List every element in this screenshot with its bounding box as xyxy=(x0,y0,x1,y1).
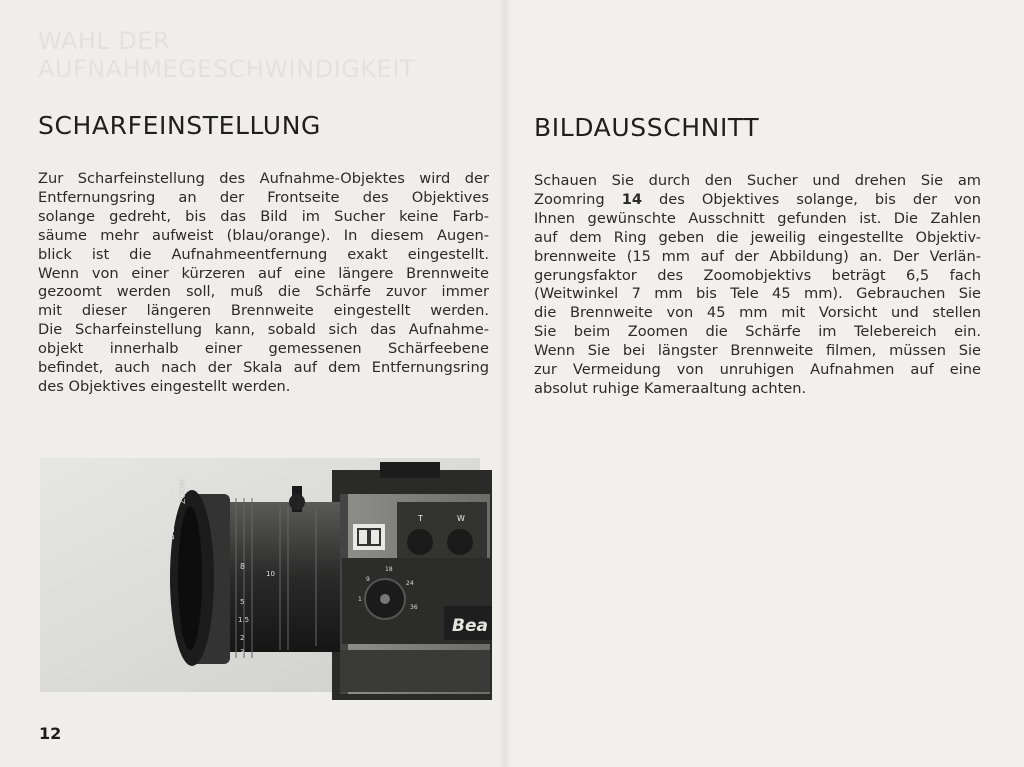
bleed-through-heading-line-1: WAHL DER xyxy=(38,27,171,55)
lens-scale-number: 8 xyxy=(240,562,246,571)
right-line: absolut ruhige Kameraaltung achten. xyxy=(534,379,807,397)
left-line: objekt innerhalb einer gemessenen Schärfeebene xyxy=(38,340,489,358)
right-section-title: BILDAUSSCHNITT xyxy=(534,113,760,142)
left-line: gezoomt werden soll, muß die Schärfe zuvor immer xyxy=(38,283,489,301)
left-line: blick ist die Aufnahmeentfernung exakt eingestellt. xyxy=(38,245,489,263)
right-line: gerungsfaktor des Zoomobjektivs beträgt 6,5 fach xyxy=(534,266,981,284)
dial-number: 9 xyxy=(366,576,370,583)
page-gutter xyxy=(498,0,512,767)
dial-number: 18 xyxy=(385,566,393,573)
lens-scale-number: 5 xyxy=(240,598,245,606)
camera-brand-label: Bea xyxy=(452,616,488,636)
left-line: Die Scharfeinstellung kann, sobald sich das Aufnahme- xyxy=(38,321,489,339)
left-line: Zur Scharfeinstellung des Aufnahme-Objektes wird der xyxy=(38,170,489,187)
left-line: befindet, auch nach der Skala auf dem Entfernungsring xyxy=(38,359,489,377)
right-line: Zoomring 14 des Objektives solange, bis der von xyxy=(534,190,981,208)
lens xyxy=(170,486,340,666)
left-line: Entfernungsring an der Frontseite des Objektives xyxy=(38,188,489,206)
lens-scale-number: 3 xyxy=(240,648,245,656)
right-line: die Brennweite von 45 mm mit Vorsicht und stellen xyxy=(534,304,981,322)
left-line: Wenn von einer kürzeren auf eine längere Brennweite xyxy=(38,264,489,282)
left-section-title: SCHARFEINSTELLUNG xyxy=(38,111,321,140)
camera-illustration xyxy=(40,458,480,692)
left-line: mit dieser längeren Brennweite eingestellt werden. xyxy=(38,302,489,320)
camera-photo xyxy=(40,458,488,692)
dial-number: 1 xyxy=(358,596,362,603)
left-line: des Objektives eingestellt werden. xyxy=(38,377,291,395)
right-line: (Weitwinkel 7 mm bis Tele 45 mm). Gebrauchen Sie xyxy=(534,285,981,303)
right-line: Ihnen gewünschte Ausschnitt gefunden ist. Die Zahlen xyxy=(534,209,981,227)
left-line: säume mehr aufweist (blau/orange). In diesem Augen- xyxy=(38,226,489,244)
bleed-through-heading-line-2: AUFNAHMEGESCHWINDIGKEIT xyxy=(38,55,415,83)
lens-scale-number: 1.5 xyxy=(238,616,250,624)
zoom-wide-button-label: W xyxy=(457,514,465,523)
page-number: 12 xyxy=(39,724,62,743)
zoom-tele-button-label: T xyxy=(418,514,423,523)
lens-zoom-label: ZOOM xyxy=(178,479,187,504)
dial-number: 36 xyxy=(410,604,418,611)
left-line: solange gedreht, bis das Bild im Sucher keine Farb- xyxy=(38,207,489,225)
lens-brand-label: BEAULIEU xyxy=(167,487,177,540)
right-line: brennweite (15 mm auf der Abbildung) an. Der Verlän- xyxy=(534,247,981,265)
left-paragraph xyxy=(38,170,489,397)
right-line: zur Vermeidung von unruhigen Aufnahmen auf eine xyxy=(534,361,981,379)
right-paragraph xyxy=(534,172,981,399)
dial-number: 24 xyxy=(406,580,414,587)
right-line: Schauen Sie durch den Sucher und drehen Sie am xyxy=(534,172,981,189)
right-line: Wenn Sie bei längster Brennweite filmen, müssen Sie xyxy=(534,342,981,360)
lens-scale-number: 10 xyxy=(266,570,275,578)
right-line: Sie beim Zoomen die Schärfe im Telebereich ein. xyxy=(534,323,981,341)
right-line: auf dem Ring geben die jeweilig eingestellte Objektiv- xyxy=(534,228,981,246)
lens-scale-number: 2 xyxy=(240,634,245,642)
